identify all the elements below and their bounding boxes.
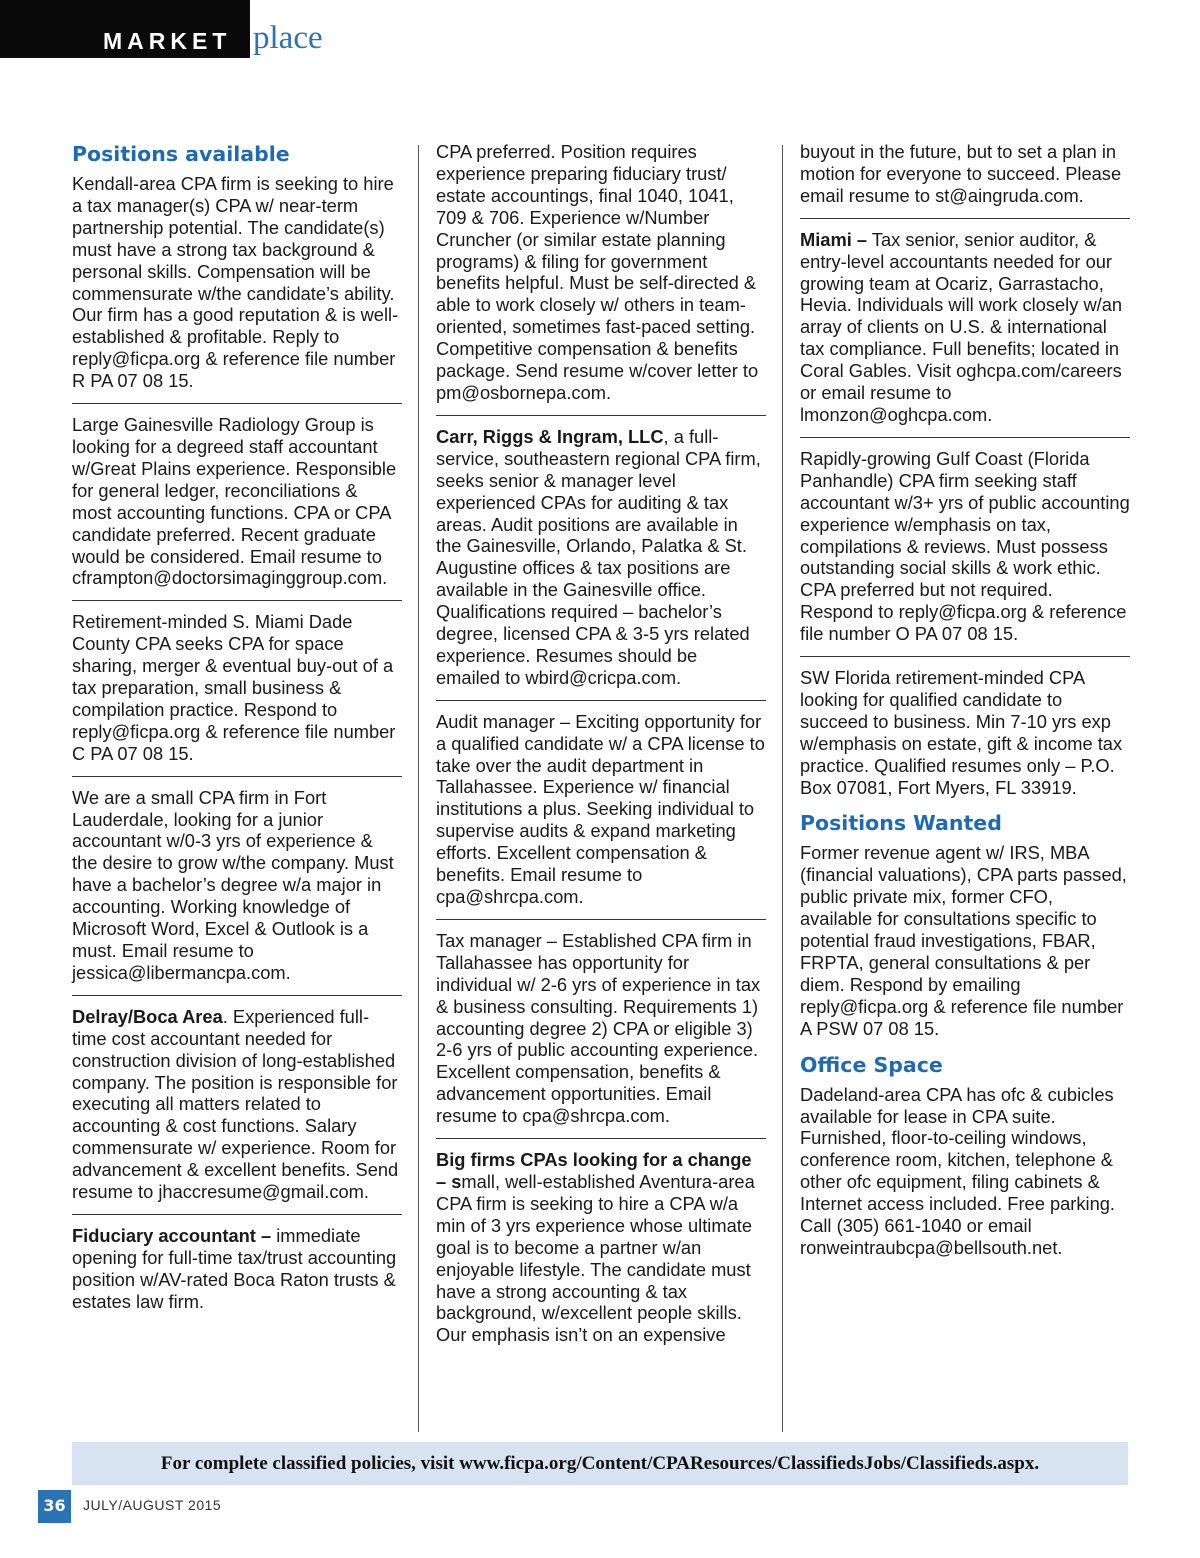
issue-date: JULY/AUGUST 2015 [83,1497,222,1513]
classified-ad: buyout in the future, but to set a plan in motion for everyone to succeed. Please email resume to st@aingruda.com. [800,141,1122,206]
ad-divider [72,600,402,601]
page-number: 36 [43,1496,66,1515]
positions-available-heading: Positions available [72,142,290,166]
column-3 [800,141,1130,1259]
ad-divider [72,995,402,996]
ad-divider [800,218,1130,219]
classified-ad: CPA preferred. Position requires experience preparing fiduciary trust/ estate accountings, final 1040, 1041, 709 & 706. Experience w/Number Cruncher (or similar estate planning programs) & filing for government benefits helpful. Must be self-directed & able to work closely w/ others in team-oriented, sometimes fast-paced setting. Competitive compensation & benefits package. Send resume w/cover letter to pm@osbornepa.com. [436,141,759,403]
column-2 [436,141,766,1346]
classified-ad: Dadeland-area CPA has ofc & cubicles available for lease in CPA suite. Furnished, floor-to-ceiling windows, conference room, kitchen, telephone & other ofc equipment, filing cabinets & Internet access included. Free parking. Call (305) 661-1040 or email ronweintraubcpa@bellsouth.net. [800,1083,1116,1258]
page-number-badge [38,1490,71,1523]
classified-ad: We are a small CPA firm in Fort Lauderdale, looking for a junior accountant w/0-3 yrs of experience & the desire to grow w/the company. Must have a bachelor’s degree w/a major in accounting. Working knowledge of Microsoft Word, Excel & Outlook is a must. Email resume to jessica@libermancpa.com. [72,786,394,983]
ad-lead: Fiduciary accountant – [72,1224,272,1246]
ad-divider [436,919,766,920]
classified-ad: Kendall-area CPA firm is seeking to hire a tax manager(s) CPA w/ near-term partnership potential. The candidate(s) must have a strong tax background & personal skills. Compensation will be commensurate w/the candidate’s ability. Our firm has a good reputation & is well-established & profitable. Reply to reply@ficpa.org & reference file number R PA 07 08 15. [72,173,399,392]
positions-wanted-heading: Positions Wanted [800,811,1002,836]
classified-ad: SW Florida retirement-minded CPA looking for qualified candidate to succeed to business. Min 7-10 yrs exp w/emphasis on estate, gift & income tax practice. Qualified resumes only – P.O. Box 07081, Fort Myers, FL 33919. [800,667,1123,798]
classified-policy-banner [72,1442,1128,1485]
ad-lead: Big firms CPAs looking for a change – s [436,1149,752,1192]
classified-ad: Large Gainesville Radiology Group is looking for a degreed staff accountant w/Great Plains experience. Responsible for general ledger, reconciliations & most accounting functions. CPA or CPA candidate preferred. Recent graduate would be considered. Email resume to cframpton@doctorsimaginggroup.com. [72,414,397,589]
ad-divider [72,1214,402,1215]
classified-ad: Delray/Boca Area. Experienced full-time cost accountant needed for construction division of long-established company. The position is responsible for executing all matters related to accounting & cost functions. Salary commensurate w/ experience. Room for advancement & excellent benefits. Send resume to jhaccresume@gmail.com. [72,1005,399,1203]
classified-ad: Big firms CPAs looking for a change – small, well-established Aventura-area CPA firm is seeking to hire a CPA w/a min of 3 yrs experience whose ultimate goal is to become a partner w/an enjoyable lifestyle. The candidate must have a strong accounting & tax background, w/excellent people skills. Our emphasis isn’t on an expensive [436,1149,755,1346]
ad-divider [800,656,1130,657]
classified-ad: Tax manager – Established CPA firm in Tallahassee has opportunity for individual w/ 2-6 yrs of experience in tax & business consulting. Requirements 1) accounting degree 2) CPA or eligible 3) 2-6 yrs of public accounting experience. Excellent compensation, benefits & advancement opportunities. Email resume to cpa@shrcpa.com. [436,929,761,1127]
ad-divider [436,700,766,701]
section-title-market: MARKET [103,28,232,54]
classified-ad: Fiduciary accountant – immediate opening for full-time tax/trust accounting position w/AV-rated Boca Raton trusts & estates law firm. [72,1224,397,1312]
classified-ad: Former revenue agent w/ IRS, MBA (financial valuations), CPA parts passed, public private mix, former CFO, available for consultations specific to potential fraud investigations, FBAR, FRPTA, general consultations & per diem. Respond by emailing reply@ficpa.org & reference file number A PSW 07 08 15. [800,842,1127,1039]
section-gap [800,1040,1130,1052]
ad-lead: Delray/Boca Area [72,1005,223,1027]
ad-divider [800,437,1130,438]
column-divider [782,145,783,1432]
column-divider [418,145,419,1432]
ad-divider [436,415,766,416]
classified-policy-text: For complete classified policies, visit www.ficpa.org/Content/CPAResources/ClassifiedsJobs/Classifieds.aspx. [160,1453,1040,1474]
classified-ad: Rapidly-growing Gulf Coast (Florida Panhandle) CPA firm seeking staff accountant w/3+ yrs of public accounting experience w/emphasis on tax, compilations & reviews. Must possess outstanding social skills & work ethic. CPA preferred but not required. Respond to reply@ficpa.org & reference file number O PA 07 08 15. [800,447,1130,645]
classified-ad: Audit manager – Exciting opportunity for a qualified candidate w/ a CPA license to take over the audit department in Tallahassee. Experience w/ financial institutions a plus. Seeking individual to supervise audits & expand marketing efforts. Excellent compensation & benefits. Email resume to cpa@shrcpa.com. [436,710,765,907]
classified-ad: Retirement-minded S. Miami Dade County CPA seeks CPA for space sharing, merger & eventual buy-out of a tax preparation, small business & compilation practice. Respond to reply@ficpa.org & reference file number C PA 07 08 15. [72,611,396,764]
column-1 [72,141,402,1313]
section-title-place: place [253,20,323,56]
ad-divider [72,776,402,777]
ad-lead: Miami – [800,228,868,250]
classified-ad: Miami – Tax senior, senior auditor, & entry-level accountants needed for our growing team at Ocariz, Garrastacho, Hevia. Individuals will work closely w/an array of clients on U.S. & international tax compliance. Full benefits; located in Coral Gables. Visit oghcpa.com/careers or email resume to lmonzon@oghcpa.com. [800,228,1123,425]
ad-divider [72,403,402,404]
office-space-heading: Office Space [800,1052,943,1077]
section-gap [800,798,1130,810]
ad-divider [436,1138,766,1139]
ad-lead: Carr, Riggs & Ingram, LLC [436,425,664,447]
classified-ad: Carr, Riggs & Ingram, LLC, a full-service, southeastern regional CPA firm, seeks senior & manager level experienced CPAs for auditing & tax areas. Audit positions are available in the Gainesville, Orlando, Palatka & St. Augustine offices & tax positions are available in the Gainesville office. Qualifications required – bachelor’s degree, licensed CPA & 3-5 yrs related experience. Resumes should be emailed to wbird@cricpa.com. [436,425,761,688]
